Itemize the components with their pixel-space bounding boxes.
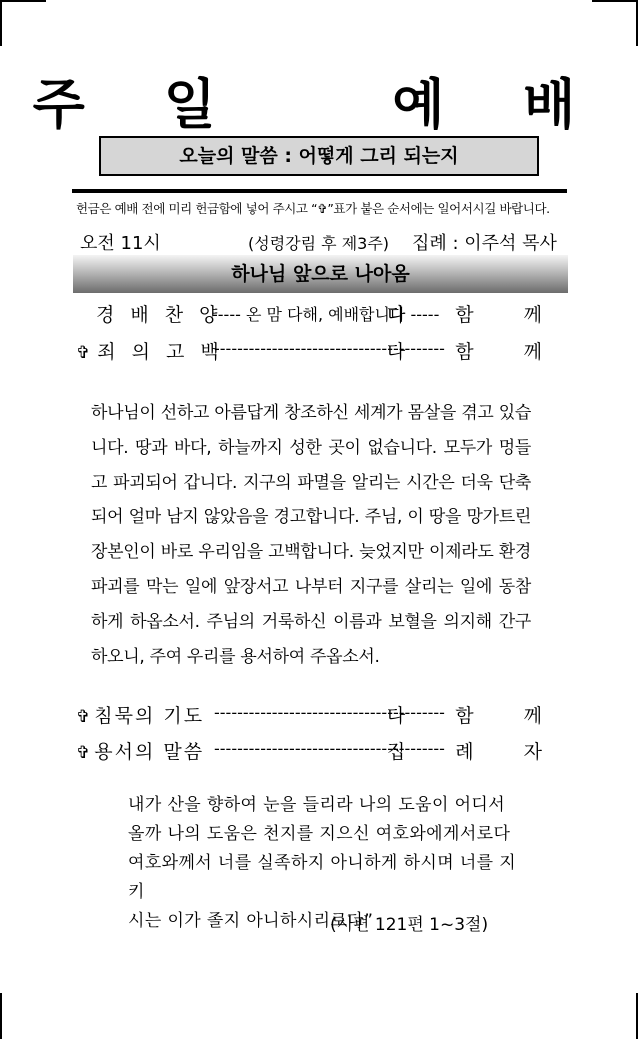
officiant: 집례 : 이주석 목사 (412, 233, 557, 254)
scripture-line: 여호와께서 너를 실족하지 아니하게 하시며 너를 지키 (128, 853, 517, 902)
order-performer: 집 례 자 (386, 741, 564, 763)
order-item-praise (76, 300, 564, 328)
order-label: 용서의 말씀 (94, 741, 205, 763)
crop-mark-top-left (0, 0, 2, 46)
order-leader-line: ---------------------------------------- (214, 339, 445, 358)
order-performer: 다 함 께 (386, 705, 564, 727)
order-leader-line: ---------------------------------------- (214, 703, 445, 722)
crop-mark-bottom-left (0, 993, 2, 1039)
confession-prayer: 하나님이 선하고 아름답게 창조하신 세계가 몸살을 겪고 있습니다. 땅과 바다, 하늘까지 성한 곳이 없습니다. 모두가 멍들고 파괴되어 갑니다. 지구의 파멸을 알리는 시간은 더욱 단축되어 얼마 남지 않았음을 경고합니다. 주님, 이 땅을 망가트린 장본인이 바로 우리임을 고백합니다. 늦었지만 이제라도 환경 파괴를 막는 일에 앞장서고 나부터 지구를 살리는 일에 동참하게 하옵소서. 주님의 거룩하신 이름과 보혈을 의지해 간구하오니, 주여 우리를 용서하여 주옵소서. (91, 403, 531, 667)
scripture-line: 시는 이가 졸지 아니하시리로다” (128, 911, 374, 931)
section-banner: 하나님 앞으로 나아옴 (73, 255, 568, 293)
order-leader-line: ---------------------------------------- (214, 739, 445, 758)
crop-mark-top-right-h (592, 0, 638, 2)
cross-icon: ✞ (76, 707, 93, 727)
divider-line (72, 189, 567, 193)
order-label: 침묵의 기도 (94, 705, 205, 727)
service-time: 오전 11시 (80, 233, 161, 254)
order-leader-line: ----- 온 맘 다해, 예배합니다 ----- (212, 305, 440, 324)
scripture-line: 내가 산을 향하여 눈을 들리라 나의 도움이 어디서 (128, 795, 506, 815)
cross-icon: ✞ (76, 743, 93, 763)
order-item-confession (76, 337, 564, 365)
order-performer: 다 함 께 (386, 341, 564, 363)
order-item-absolution (76, 737, 564, 765)
sermon-title-box: 오늘의 말씀 : 어떻게 그리 되는지 (99, 136, 539, 176)
order-label: 경 배 찬 양 (96, 304, 223, 326)
scripture-line: 올까 나의 도움은 천지를 지으신 여호와에게서로다 (128, 824, 511, 844)
page-title: 주 일 예 배 (32, 73, 606, 136)
cross-icon: ✞ (76, 343, 96, 363)
crop-mark-top-left-h (0, 0, 46, 2)
liturgical-season: (성령강림 후 제3주) (248, 234, 390, 253)
order-item-silent-prayer (76, 701, 564, 729)
order-label: 죄 의 고 백 (97, 341, 224, 363)
offering-notice: 헌금은 예배 전에 미리 헌금함에 넣어 주시고 “✞”표가 붙은 순서에는 일어서시길 바랍니다. (76, 201, 550, 216)
order-performer: 다 함 께 (386, 304, 564, 326)
scripture-reference: (시편 121편 1~3절) (330, 915, 489, 935)
